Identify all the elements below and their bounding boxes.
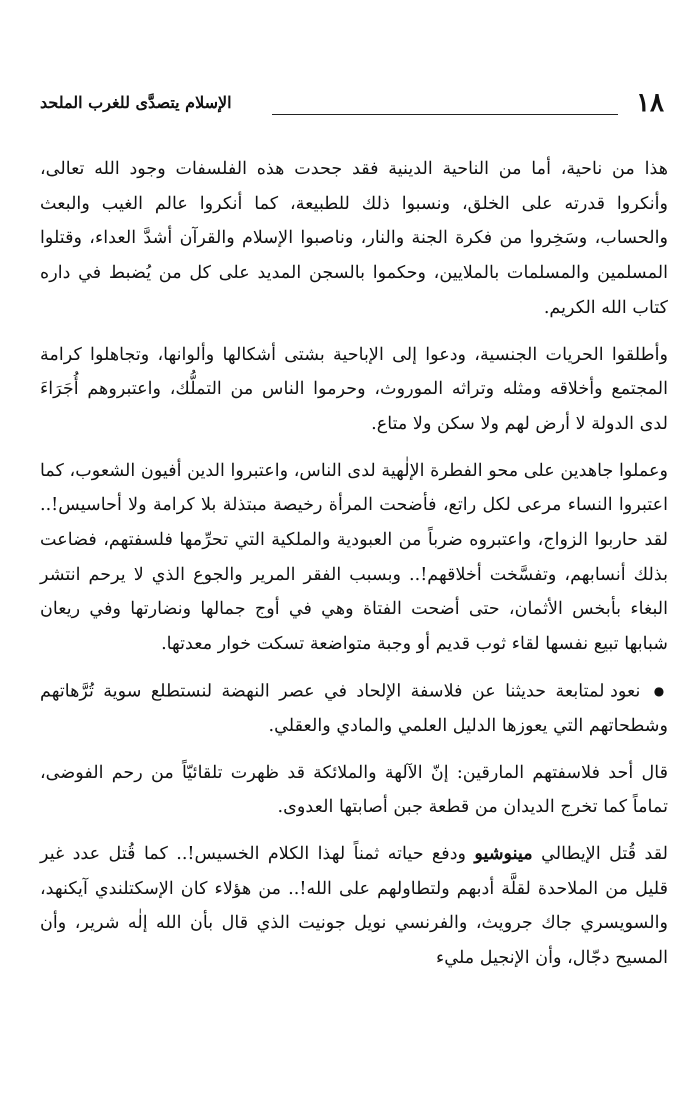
paragraph-freedoms: وأطلقوا الحريات الجنسية، ودعوا إلى الإباحية بشتى أشكالها وألوانها، وتجاهلوا كرامة المجتمع وأخلاقه ومثله وتراثه الموروث، وحرموا الناس من التملُّك، واعتبروهم أُجَرَاءَ لدى الدولة لا أرض لهم ولا سكن ولا متاع. xyxy=(40,344,668,434)
paragraph-bullet xyxy=(40,674,668,744)
header-rule xyxy=(272,114,618,115)
bullet-icon: ● xyxy=(653,683,668,698)
name-minochio: مينوشيو xyxy=(474,843,533,865)
paragraph-religion: هذا من ناحية، أما من الناحية الدينية فقد جحدت هذه الفلسفات وجود الله تعالى، وأنكروا قدرته على الخلق، ونسبوا ذلك للطبيعة، كما أنكروا عالم الغيب والبعث والحساب، وسَخِروا من فكرة الجنة والنار، وناصبوا الإسلام والقرآن أشدَّ العداء، وقتلوا المسلمين والمسلمات بالملايين، وحكموا بالسجن المديد على كل من يُضبط في داره كتاب الله الكريم. xyxy=(40,159,668,318)
body-text xyxy=(40,152,668,988)
executions-text-start: لقد قُتل الإيطالي xyxy=(541,844,668,865)
running-title: الإسلام يتصدَّى للغرب الملحد xyxy=(40,93,232,112)
paragraph-fitra: وعملوا جاهدين على محو الفطرة الإلٰهية لدى الناس، واعتبروا الدين أفيون الشعوب، كما اعتبروا النساء مرعى لكل راتع، فأضحت المرأة رخيصة مبتذلة بلا كرامة ولا أحاسيس!.. لقد حاربوا الزواج، واعتبروه ضرباً من العبودية والملكية التي تحرِّمها فلسفتهم، فضاعت بذلك أنسابهم، وتفسَّخت أخلاقهم!.. وبسبب الفقر المرير والجوع الذي لا يرحم انتشر البغاء بأبخس الأثمان، حتى أضحت الفتاة وهي في أوج جمالها ونضارتها وفي ريعان شبابها تبيع نفسها لقاء ثوب قديم أو وجبة متواضعة تسكت خوار معدتها. xyxy=(40,460,668,655)
page-header xyxy=(40,88,670,122)
page-number: ١٨ xyxy=(636,88,664,118)
bullet-text: نعود لمتابعة حديثنا عن فلاسفة الإلحاد في عصر النهضة لنستطلع سوية تُرَّهاتهم وشطحاتهم التي يعوزها الدليل العلمي والمادي والعقلي. xyxy=(40,681,668,736)
paragraph-quote: قال أحد فلاسفتهم المارقين: إنّ الآلهة والملائكة قد ظهرت تلقائيّاً من رحم الفوضى، تماماً كما تخرج الديدان من قطعة جبن أصابتها العدوى. xyxy=(40,762,668,818)
paragraph-executions xyxy=(40,837,668,976)
executions-text-rest: ودفع حياته ثمناً لهذا الكلام الخسيس!.. كما قُتل عدد غير قليل من الملاحدة لقلَّة أدبهم ولتطاولهم على الله!.. من هؤلاء كان الإسكتلندي آيكنهد، والسويسري جاك جرويث، والفرنسي نويل جونيت الذي قال بأن الله إلٰه شرير، وأن المسيح دجّال، وأن الإنجيل مليء xyxy=(40,844,668,969)
